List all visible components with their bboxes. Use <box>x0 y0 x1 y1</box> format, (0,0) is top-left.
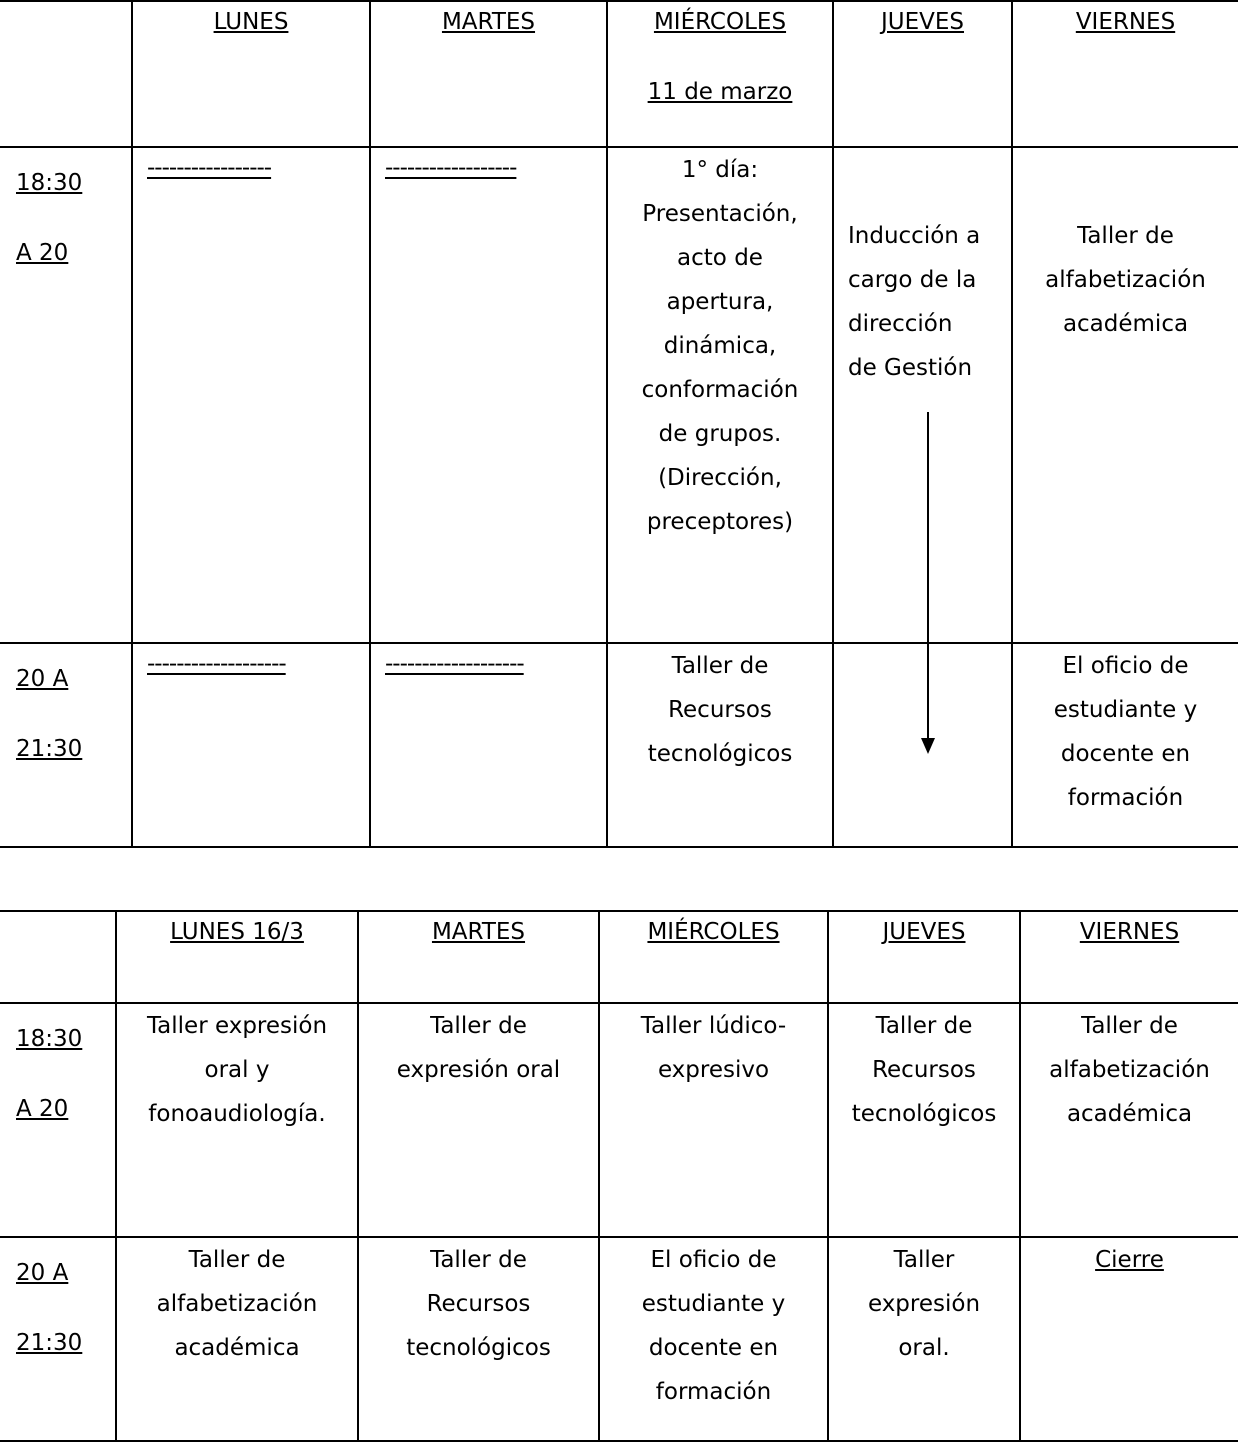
cell-miercoles <box>607 643 833 847</box>
cell-line: oral. <box>898 1335 950 1361</box>
time-end: A 20 <box>16 1096 69 1122</box>
cell-line: dinámica, <box>663 333 777 359</box>
header-label: MARTES <box>441 9 536 35</box>
time-cell <box>0 1237 116 1441</box>
cell-line: Taller de <box>430 1247 527 1273</box>
cell-line: Taller de <box>1081 1013 1178 1039</box>
header-label: LUNES 16/3 <box>170 919 304 945</box>
cell-line: dirección <box>848 311 953 337</box>
cell-line: Cierre <box>1095 1247 1164 1273</box>
cell-line: Taller de <box>875 1013 973 1039</box>
cell-line: Recursos <box>426 1291 531 1317</box>
cell-miercoles <box>599 1003 828 1237</box>
cell-line: Recursos <box>872 1057 976 1083</box>
cell-line: acto de <box>677 245 763 271</box>
header-cell-viernes <box>1020 911 1238 1003</box>
header-date: 11 de marzo <box>647 79 793 105</box>
time-end: 21:30 <box>16 1330 83 1356</box>
cell-line: de Gestión <box>848 355 973 381</box>
empty-dash: ------------------- <box>385 651 524 677</box>
cell-viernes <box>1012 147 1238 643</box>
cell-miercoles <box>607 147 833 643</box>
cell-lunes <box>132 147 370 643</box>
header-cell-miercoles <box>599 911 828 1003</box>
header-label: VIERNES <box>1079 919 1180 945</box>
empty-dash: ------------------- <box>147 651 286 677</box>
cell-line: apertura, <box>666 289 774 315</box>
header-cell-viernes <box>1012 1 1238 147</box>
cell-line: Presentación, <box>642 201 798 227</box>
cell-miercoles <box>599 1237 828 1441</box>
cell-line: cargo de la <box>848 267 977 293</box>
cell-line: Taller <box>893 1247 955 1273</box>
cell-jueves <box>828 1003 1020 1237</box>
cell-lunes <box>132 643 370 847</box>
cell-line: expresión oral <box>396 1057 561 1083</box>
cell-line: estudiante y <box>1053 697 1198 723</box>
empty-dash: ------------------ <box>385 155 517 181</box>
cell-line: tecnológicos <box>647 741 793 767</box>
header-cell-lunes <box>132 1 370 147</box>
header-label: JUEVES <box>880 9 964 35</box>
cell-martes <box>358 1003 599 1237</box>
cell-line: Taller expresión <box>146 1013 328 1039</box>
header-label: LUNES <box>213 9 289 35</box>
time-cell <box>0 1003 116 1237</box>
cell-line: formación <box>1067 785 1184 811</box>
empty-dash: ----------------- <box>147 155 272 181</box>
cell-line: oral y <box>204 1057 270 1083</box>
cell-line: tecnológicos <box>406 1335 551 1361</box>
header-cell-martes <box>370 1 607 147</box>
cell-lunes <box>116 1237 358 1441</box>
cell-martes <box>370 643 607 847</box>
header-cell-empty <box>0 1 132 147</box>
cell-line: académica <box>174 1335 300 1361</box>
cell-line: Inducción a <box>848 223 981 249</box>
cell-line: alfabetización <box>156 1291 318 1317</box>
time-cell <box>0 147 132 643</box>
cell-line: alfabetización <box>1049 1057 1210 1083</box>
cell-line: académica <box>1066 1101 1193 1127</box>
cell-line: alfabetización <box>1045 267 1206 293</box>
cell-line: Recursos <box>668 697 772 723</box>
cell-line: (Dirección, <box>658 465 782 491</box>
cell-viernes <box>1012 643 1238 847</box>
header-label: VIERNES <box>1075 9 1176 35</box>
cell-line: estudiante y <box>641 1291 786 1317</box>
cell-line: Taller lúdico- <box>640 1013 787 1039</box>
cell-martes <box>370 147 607 643</box>
time-start: 18:30 <box>16 1026 83 1052</box>
cell-line: 1° día: <box>681 157 759 183</box>
cell-line: El oficio de <box>650 1247 777 1273</box>
cell-lunes <box>116 1003 358 1237</box>
cell-line: fonoaudiología. <box>148 1101 326 1127</box>
cell-line: formación <box>655 1379 772 1405</box>
header-label: MIÉRCOLES <box>647 919 780 945</box>
cell-line: Taller de <box>188 1247 286 1273</box>
cell-line: Taller de <box>671 653 769 679</box>
time-start: 18:30 <box>16 170 83 196</box>
time-start: 20 A <box>16 1260 69 1286</box>
cell-line: académica <box>1062 311 1189 337</box>
header-cell-lunes <box>116 911 358 1003</box>
header-label: JUEVES <box>882 919 966 945</box>
cell-line: docente en <box>648 1335 779 1361</box>
cell-viernes <box>1020 1237 1238 1441</box>
cell-line: expresivo <box>657 1057 770 1083</box>
time-end: A 20 <box>16 240 69 266</box>
schedule-table-week-2 <box>0 910 1238 1442</box>
time-end: 21:30 <box>16 736 83 762</box>
cell-line: expresión <box>867 1291 981 1317</box>
cell-line: El oficio de <box>1062 653 1189 679</box>
header-cell-miercoles <box>607 1 833 147</box>
cell-line: conformación <box>641 377 799 403</box>
cell-line: Taller de <box>1077 223 1174 249</box>
cell-line: preceptores) <box>646 509 794 535</box>
cell-jueves <box>828 1237 1020 1441</box>
cell-viernes <box>1020 1003 1238 1237</box>
cell-line: Taller de <box>430 1013 527 1039</box>
down-arrow-icon <box>918 412 938 762</box>
header-cell-martes <box>358 911 599 1003</box>
cell-martes <box>358 1237 599 1441</box>
cell-line: tecnológicos <box>851 1101 997 1127</box>
header-label: MIÉRCOLES <box>653 9 787 35</box>
cell-line: docente en <box>1060 741 1191 767</box>
header-label: MARTES <box>431 919 526 945</box>
time-cell <box>0 643 132 847</box>
header-cell-jueves <box>828 911 1020 1003</box>
cell-line: de grupos. <box>658 421 782 447</box>
time-start: 20 A <box>16 666 69 692</box>
header-cell-empty <box>0 911 116 1003</box>
header-cell-jueves <box>833 1 1012 147</box>
